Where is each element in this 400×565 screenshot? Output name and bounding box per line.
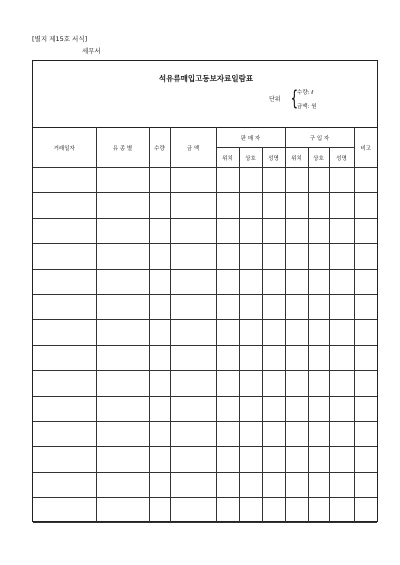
table-cell[interactable] (285, 447, 308, 472)
table-cell[interactable] (262, 498, 285, 523)
table-cell[interactable] (308, 472, 329, 497)
table-cell[interactable] (329, 320, 354, 345)
header-date: 거래일자 (33, 128, 96, 168)
table-cell[interactable] (354, 168, 377, 193)
unit-label: 단위 (269, 96, 281, 103)
table-cell[interactable] (216, 371, 239, 396)
table-cell[interactable] (170, 168, 216, 193)
table-cell[interactable] (33, 320, 96, 345)
table-cell[interactable] (308, 396, 329, 421)
table-cell[interactable] (239, 371, 262, 396)
table-cell[interactable] (354, 244, 377, 269)
header-seller-company: 상호 (239, 148, 262, 168)
table-cell[interactable] (262, 472, 285, 497)
table-cell[interactable] (354, 294, 377, 319)
table-cell[interactable] (33, 498, 96, 523)
table-cell[interactable] (149, 345, 170, 370)
table-cell[interactable] (149, 472, 170, 497)
table-cell[interactable] (308, 447, 329, 472)
header-seller: 판 매 자 (216, 128, 285, 148)
table-cell[interactable] (96, 498, 149, 523)
table-cell[interactable] (239, 472, 262, 497)
table-cell[interactable] (216, 345, 239, 370)
table-row (33, 244, 377, 269)
header-amount: 금 액 (170, 128, 216, 168)
table-cell[interactable] (354, 218, 377, 243)
table-cell[interactable] (285, 498, 308, 523)
table-cell[interactable] (285, 421, 308, 446)
table-cell[interactable] (285, 269, 308, 294)
header-buyer-name: 성명 (329, 148, 354, 168)
table-cell[interactable] (308, 421, 329, 446)
table-cell[interactable] (262, 294, 285, 319)
table-cell[interactable] (33, 421, 96, 446)
form-frame (32, 60, 378, 522)
unit-amount: 금액: 원 (297, 104, 317, 110)
table-cell[interactable] (262, 218, 285, 243)
table-cell[interactable] (170, 472, 216, 497)
table-cell[interactable] (33, 193, 96, 218)
table-cell[interactable] (239, 320, 262, 345)
table-cell[interactable] (216, 269, 239, 294)
table-cell[interactable] (262, 447, 285, 472)
table-cell[interactable] (170, 244, 216, 269)
table-cell[interactable] (329, 421, 354, 446)
header-quantity: 수량 (149, 128, 170, 168)
table-row (33, 294, 377, 319)
table-cell[interactable] (308, 498, 329, 523)
table-row (33, 168, 377, 193)
table-cell[interactable] (308, 244, 329, 269)
table-cell[interactable] (308, 294, 329, 319)
table-cell[interactable] (33, 218, 96, 243)
table-cell[interactable] (329, 269, 354, 294)
table-row (33, 371, 377, 396)
header-product: 유 종 별 (96, 128, 149, 168)
table-cell[interactable] (285, 244, 308, 269)
table-cell[interactable] (170, 396, 216, 421)
table-cell[interactable] (216, 193, 239, 218)
table-cell[interactable] (170, 498, 216, 523)
table-cell[interactable] (216, 218, 239, 243)
table-cell[interactable] (216, 320, 239, 345)
table-cell[interactable] (354, 396, 377, 421)
header-seller-name: 성명 (262, 148, 285, 168)
table-cell[interactable] (33, 447, 96, 472)
table-cell[interactable] (329, 371, 354, 396)
table-cell[interactable] (170, 371, 216, 396)
table-cell[interactable] (262, 269, 285, 294)
table-cell[interactable] (329, 294, 354, 319)
table-cell[interactable] (354, 345, 377, 370)
table-cell[interactable] (239, 244, 262, 269)
table-cell[interactable] (149, 447, 170, 472)
table-cell[interactable] (170, 269, 216, 294)
table-cell[interactable] (262, 244, 285, 269)
table-row (33, 193, 377, 218)
table-cell[interactable] (354, 498, 377, 523)
table-cell[interactable] (33, 244, 96, 269)
unit-quantity: 수량: ℓ (297, 90, 314, 96)
table-cell[interactable] (354, 320, 377, 345)
table-cell[interactable] (33, 371, 96, 396)
table-cell[interactable] (216, 244, 239, 269)
table-cell[interactable] (149, 168, 170, 193)
table-cell[interactable] (285, 193, 308, 218)
table-cell[interactable] (33, 168, 96, 193)
table-cell[interactable] (329, 218, 354, 243)
table-cell[interactable] (329, 345, 354, 370)
table-cell[interactable] (149, 193, 170, 218)
table-row (33, 269, 377, 294)
table-cell[interactable] (262, 320, 285, 345)
table-cell[interactable] (96, 168, 149, 193)
table-cell[interactable] (239, 447, 262, 472)
table-cell[interactable] (149, 320, 170, 345)
table-row (33, 447, 377, 472)
table-cell[interactable] (285, 371, 308, 396)
table-cell[interactable] (149, 269, 170, 294)
table-cell[interactable] (285, 294, 308, 319)
table-cell[interactable] (354, 193, 377, 218)
table-cell[interactable] (96, 244, 149, 269)
table-cell[interactable] (170, 447, 216, 472)
table-cell[interactable] (216, 396, 239, 421)
table-cell[interactable] (239, 421, 262, 446)
table-body (33, 168, 377, 523)
table-cell[interactable] (216, 421, 239, 446)
table-cell[interactable] (149, 421, 170, 446)
header-buyer-company: 상호 (308, 148, 329, 168)
form-number-label: [별지 제15호 서식] (32, 35, 88, 43)
table-cell[interactable] (96, 371, 149, 396)
table-cell[interactable] (329, 447, 354, 472)
table-cell[interactable] (170, 294, 216, 319)
table-cell[interactable] (33, 472, 96, 497)
table-cell[interactable] (33, 345, 96, 370)
table-cell[interactable] (285, 218, 308, 243)
table-cell[interactable] (216, 294, 239, 319)
table-cell[interactable] (96, 472, 149, 497)
unit-brace-icon: { (290, 86, 299, 110)
table-cell[interactable] (285, 396, 308, 421)
table-cell[interactable] (170, 320, 216, 345)
table-cell[interactable] (216, 472, 239, 497)
table-cell[interactable] (96, 396, 149, 421)
table-cell[interactable] (285, 472, 308, 497)
table-cell[interactable] (354, 447, 377, 472)
table-cell[interactable] (329, 168, 354, 193)
table-cell[interactable] (239, 269, 262, 294)
table-cell[interactable] (96, 294, 149, 319)
table-cell[interactable] (149, 218, 170, 243)
table-cell[interactable] (96, 218, 149, 243)
table-cell[interactable] (308, 168, 329, 193)
table-cell[interactable] (96, 345, 149, 370)
table-cell[interactable] (239, 193, 262, 218)
table-cell[interactable] (262, 396, 285, 421)
header-remarks: 비고 (354, 128, 377, 168)
table-row (33, 320, 377, 345)
table-cell[interactable] (262, 371, 285, 396)
table-row (33, 396, 377, 421)
table-cell[interactable] (96, 193, 149, 218)
table-cell[interactable] (308, 345, 329, 370)
table-cell[interactable] (170, 193, 216, 218)
table-cell[interactable] (170, 218, 216, 243)
table-cell[interactable] (149, 498, 170, 523)
table-cell[interactable] (149, 294, 170, 319)
table-cell[interactable] (96, 421, 149, 446)
table-cell[interactable] (308, 371, 329, 396)
table-cell[interactable] (96, 320, 149, 345)
table-row (33, 472, 377, 497)
header-buyer-location: 위치 (285, 148, 308, 168)
table-cell[interactable] (262, 345, 285, 370)
table-cell[interactable] (354, 371, 377, 396)
table-cell[interactable] (96, 269, 149, 294)
table-cell[interactable] (354, 472, 377, 497)
table-row (33, 218, 377, 243)
table-cell[interactable] (285, 320, 308, 345)
table-cell[interactable] (170, 421, 216, 446)
table-cell[interactable] (308, 193, 329, 218)
table-cell[interactable] (239, 345, 262, 370)
table-cell[interactable] (239, 294, 262, 319)
table-cell[interactable] (329, 396, 354, 421)
table-cell[interactable] (262, 421, 285, 446)
table-cell[interactable] (239, 168, 262, 193)
table-cell[interactable] (216, 498, 239, 523)
table-cell[interactable] (329, 498, 354, 523)
table-cell[interactable] (308, 218, 329, 243)
table-cell[interactable] (329, 244, 354, 269)
table-cell[interactable] (33, 269, 96, 294)
table-cell[interactable] (149, 371, 170, 396)
table-cell[interactable] (96, 447, 149, 472)
table-cell[interactable] (216, 168, 239, 193)
table-cell[interactable] (239, 396, 262, 421)
table-cell[interactable] (33, 294, 96, 319)
record-table (33, 127, 377, 523)
table-cell[interactable] (33, 396, 96, 421)
table-cell[interactable] (354, 421, 377, 446)
table-cell[interactable] (262, 193, 285, 218)
tax-office-label: 세무서 (82, 47, 101, 55)
table-cell[interactable] (354, 269, 377, 294)
table-cell[interactable] (216, 447, 239, 472)
table-cell[interactable] (329, 193, 354, 218)
table-cell[interactable] (239, 498, 262, 523)
table-row (33, 345, 377, 370)
table-cell[interactable] (285, 345, 308, 370)
header-buyer: 구 입 자 (285, 128, 354, 148)
table-row (33, 421, 377, 446)
document-title: 석유류매입고동보자료일람표 (158, 74, 254, 83)
table-cell[interactable] (239, 218, 262, 243)
table-cell[interactable] (149, 244, 170, 269)
table-cell[interactable] (285, 168, 308, 193)
table-cell[interactable] (308, 269, 329, 294)
header-seller-location: 위치 (216, 148, 239, 168)
table-cell[interactable] (262, 168, 285, 193)
table-cell[interactable] (170, 345, 216, 370)
table-row (33, 498, 377, 523)
table-cell[interactable] (149, 396, 170, 421)
table-cell[interactable] (308, 320, 329, 345)
table-cell[interactable] (329, 472, 354, 497)
